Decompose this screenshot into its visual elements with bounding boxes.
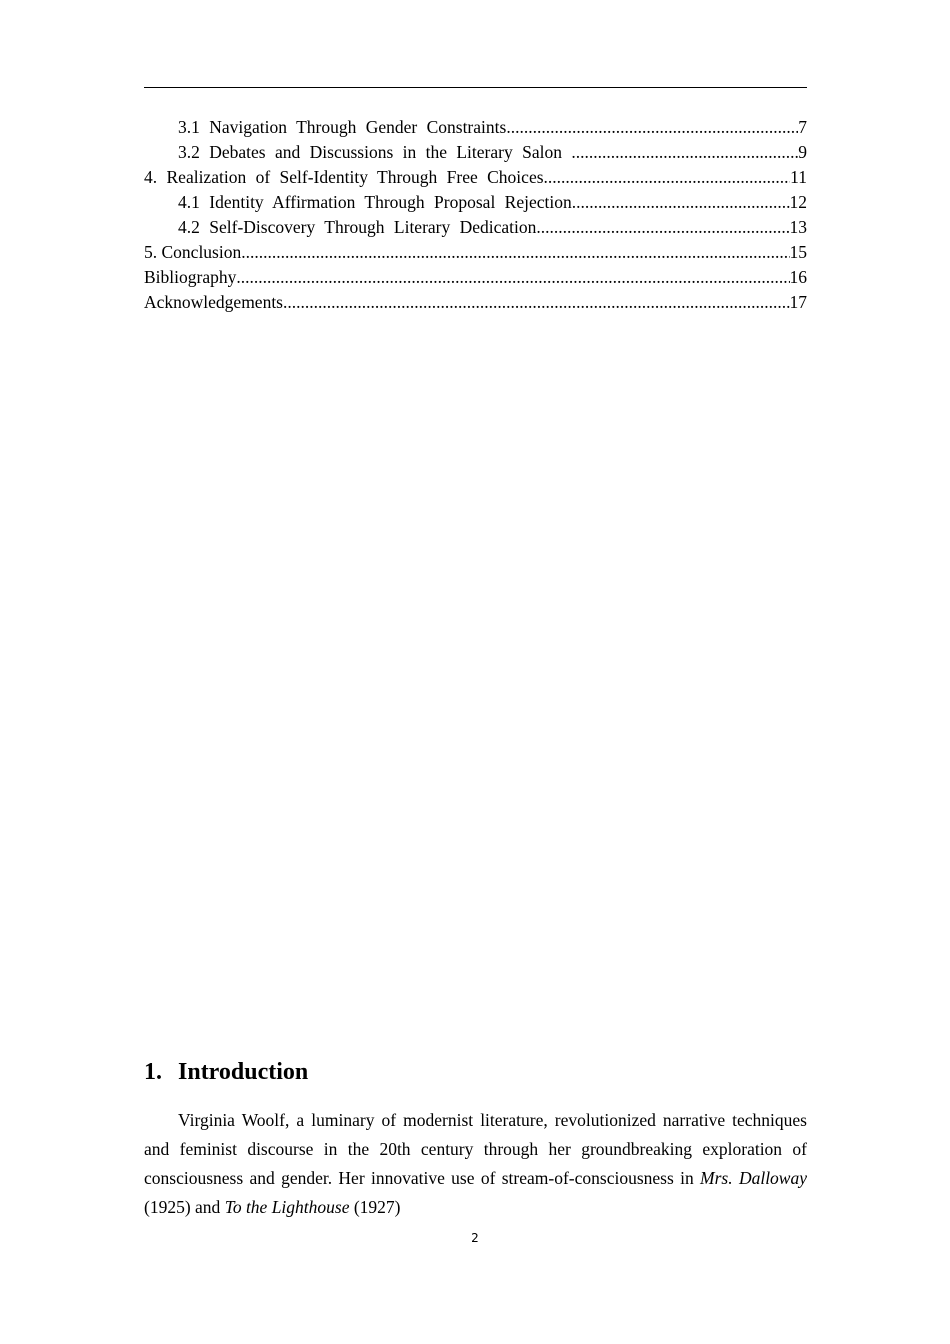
- toc-dot-leader: [236, 265, 789, 290]
- toc-entry-title: 5. Conclusion: [144, 242, 242, 262]
- toc-entry[interactable]: [144, 140, 807, 165]
- toc-entry[interactable]: [144, 190, 807, 215]
- body-paragraph: [144, 1106, 807, 1222]
- toc-entry-title: 4.2 Self-Discovery Through Literary Dedication: [178, 217, 537, 237]
- toc-entry-page: 13: [789, 217, 807, 237]
- header-rule: [144, 87, 807, 88]
- toc-entry-title: 3.2 Debates and Discussions in the Literary Salon: [178, 142, 572, 162]
- toc-dot-leader: [571, 140, 798, 165]
- toc-entry-title: 4.1 Identity Affirmation Through Proposal Rejection: [178, 192, 572, 212]
- toc-dot-leader: [283, 290, 790, 315]
- toc-dot-leader: [544, 165, 791, 190]
- toc-dot-leader: [241, 240, 789, 265]
- section-heading: [144, 1056, 308, 1088]
- book-title-to-the-lighthouse: To the Lighthouse: [224, 1197, 350, 1217]
- toc-dot-leader: [536, 215, 789, 240]
- toc-entry-page: 12: [789, 192, 807, 212]
- toc-entry-title: 3.1 Navigation Through Gender Constraints: [178, 117, 507, 137]
- toc-entry-title: Bibliography: [144, 267, 237, 287]
- body-text-run: (1925) and: [144, 1197, 225, 1217]
- body-text-run: Virginia Woolf, a luminary of modernist literature, revolutionized narrative techniques and feminist discourse in the 20th century through her groundbreaking exploration of consciousness and gender. Her innovative use of stream-of-consciousness in: [144, 1110, 807, 1188]
- toc-entry-page: 16: [789, 267, 807, 287]
- page-number: 2: [471, 1231, 479, 1245]
- body-text-run: (1927): [349, 1197, 401, 1217]
- toc-entry-page: 7: [798, 117, 807, 137]
- toc-dot-leader: [506, 115, 798, 140]
- section-title: Introduction: [178, 1059, 309, 1085]
- toc-entry[interactable]: [144, 115, 807, 140]
- toc-entry[interactable]: [144, 290, 807, 315]
- book-title-mrs-dalloway: Mrs. Dalloway: [700, 1168, 807, 1188]
- toc-entry[interactable]: [144, 165, 807, 190]
- toc-entry[interactable]: [144, 240, 807, 265]
- section-number: 1.: [144, 1059, 162, 1085]
- table-of-contents: [144, 115, 807, 315]
- toc-entry-page: 9: [798, 142, 807, 162]
- toc-entry[interactable]: [144, 215, 807, 240]
- toc-dot-leader: [572, 190, 790, 215]
- toc-entry[interactable]: [144, 265, 807, 290]
- toc-entry-title: Acknowledgements: [144, 292, 283, 312]
- toc-entry-page: 15: [789, 242, 807, 262]
- toc-entry-page: 17: [789, 292, 807, 312]
- toc-entry-title: 4. Realization of Self-Identity Through Free Choices: [144, 167, 544, 187]
- toc-entry-page: 11: [790, 167, 807, 187]
